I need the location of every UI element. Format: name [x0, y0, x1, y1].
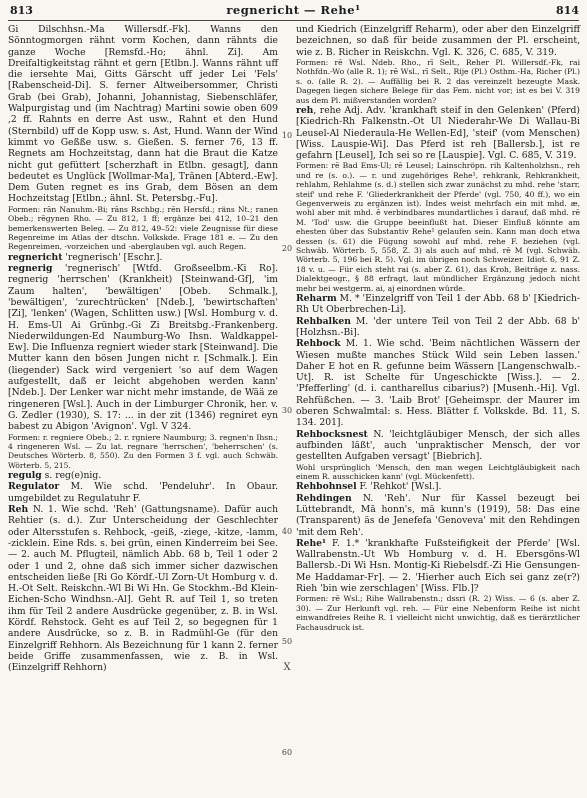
headword: Rehbock — [296, 338, 341, 350]
line-number-10: 10 — [281, 131, 293, 140]
entry-rehbohnsel — [296, 481, 580, 492]
running-head: regnericht — Rehe¹ — [226, 3, 361, 17]
headword: Rehbalken — [296, 315, 351, 327]
headword: Rehdingen — [296, 492, 352, 504]
entry-reharm — [296, 293, 580, 316]
entry-reh-adj — [296, 105, 580, 161]
note: Wohl ursprünglich 'Mensch, den man wegen Leichtgläubigkeit nach einem R. ausschicken kann' (vgl. Mückenfett). — [296, 462, 580, 481]
headword: Rehbocksnest — [296, 428, 368, 440]
forms-note: Formen: r. regniere Obeb.; 2. r. rgniere Naumburg; 3. regnen'n Ihsn.; 4 ringeneren Wsl. — Zu lat. regnare 'herrschen', 'beherrschen' (s. Deutsches Wörterb. 8, 550). Zu den Formen 3 f. vgl. auch Schwäb. Wörterb. 5, 215. — [8, 432, 278, 470]
line-number-40: 40 — [281, 527, 293, 536]
headword: regnericht — [8, 251, 63, 263]
definition: M. 'der untere Teil von Teil 2 der Abb. 68 b' [Holzhsn.-Bi]. — [296, 315, 580, 338]
definition: F. 'Rehkot' [Wsl.]. — [356, 481, 442, 493]
entry-rehbalken — [296, 316, 580, 339]
headword: Reharm — [296, 293, 337, 305]
definition: M. 1. Wie schd. 'Beim nächtlichen Wässern der Wiesen mußte manches Stück Wild sein Leben lassen.' Daher E hot en R. gefunne beim Wässern [Langenschwalb.-Ut]. R. ist Schelte für Ungeschickte [Wiss.]. — 2. 'Pfefferling' (d. i. cantharellus cibarius?) [Musenh.-Hi]. Vgl. Rehfüßchen. — 3. 'Laib Brot' [Geheimspr. der Maurer im oberen Schwalmtal: s. Hess. Blätter f. Volkskde. Bd. 11, S. 134. 201]. — [296, 338, 580, 429]
forms-note: Formen: rē Wsl. Ndeb. Rho., rī Selt., Reher Pl. Willersdf.-Fk, rai Nothfdn.-Wo (alle R. 1); rē Wsl., rī Selt., Rije (Pl.) Osthm.-Ha, Richer (Pl.) s. o. (alle R. 2). — Auffällig bei R. 2 das vereinzelt bezeugte Mask. Dagegen liegen sichere Belege für das Fem. nicht vor; ist es bei V. 319 aus dem Pl. mißverstanden worden? — [296, 57, 580, 105]
entry-regnericht — [8, 252, 278, 263]
forms-note: Formen: rān Nanuhm.-Bi; rāns Rschbg.; rēn Hersfd.; räns Nt.; ranen Obeb.; rēgynen Rho. — Zu 812, 1 ff; ergänze bei 412, 10–21 den bemerkenswerten Beleg. — Zu 812, 49–52: viele Zeugnisse für diese Regenreime im Atlas der dtschn. Volkskde. Frage 181 e. — Zu den Regenreimen, -vorzeichen und -aberglauben vgl. auch Regen. — [8, 204, 278, 252]
headword: regnerig — [8, 263, 53, 275]
forms-note: Formen: rē Bad Ems-Ul; rē Leusel; Lainschröpn. rih Kaltenholzhsn., reh und re (s. o.). — r. und zugehöriges Rehe¹, rehkrank, Rehkrankheit, rehlahm, Rehlahme (s. d.) stellen sich zwar zunächst zu mhd. rehe 'starr, steif' und rehe F. 'Gliederkrankheit der Pferde' (vgl. 750, 40 ff.), wo ein Gegenverweis zu ergänzen ist). Indes weist mehrfach ein mit mhd. æ, wohl aber mit mhd. ē verbindbares mundartliches ī darauf, daß mhd. rē M. 'Tod' usw. die Gruppe beeinflußt hat. Dieser Einfluß könnte am ehesten über das Substantiv Rehe¹ gelaufen sein. Kann man doch etwa dessen (s. 61) die Fügung sowohl auf mhd. rehe F. beziehen (vgl. Schwäb. Wörterb. 5, 558, Z. 3) als auch auf mhd. rē M (vgl. Schwäb. Wörterb. 5, 196 bei R. 5). Vgl. im übrigen noch Schweizer. Idiot. 6, 91 Z. 18 v. u. — Für eich steht rai (s. aber Z. 61), das Kroh, Beiträge z. nass. Dialektgeogr., § 88 erfragt, laut mündlicher Ergänzung jedoch nicht mehr bei westgerm. ai, aj einordnen würde. — [296, 161, 580, 293]
entry-rehdingen — [296, 493, 580, 538]
definition: N. 'Reh'. Nur für Kassel bezeugt bei Lüttebrandt, Mā honn's, mā kunn's (1919), 58: Das eine (Transparent) äs de Jenefefa 'Genoveva' mit den Rehdingen 'mit dem Reh'. — [296, 492, 580, 538]
line-number-30: 30 — [281, 406, 293, 415]
headword: Rehe¹ — [296, 537, 327, 549]
entry-text: und Kiedrich (Einzelgriff Reharm), oder aber den Einzelgriff bezeichnen, so daß für beide zusammen der Pl. erscheint, wie z. B. Richer in Reiskchn. Vgl. K. 326, C. 685, V. 319. — [296, 24, 580, 58]
entry-rehbocksnest — [296, 429, 580, 463]
page-number-right: 814 — [556, 4, 579, 17]
line-number-60: 60 — [281, 748, 293, 757]
line-number-50: 50 — [281, 637, 293, 646]
headword: regulg — [8, 470, 42, 482]
definition: M. * 'Einzelgriff von Teil 1 der Abb. 68 b' [Kiedrich-Rh Ut Oberbrechen-Li]. — [296, 293, 580, 316]
headword: Rehbohnsel — [296, 481, 357, 493]
entry-reh — [8, 504, 278, 673]
definition: M. Wie schd. 'Pendeluhr'. In Obaur. umgebildet zu Regulatuhr F. — [8, 481, 278, 504]
forms-note: Formen: rē Wsl.; Rihe Wallrabenstn.; dssri (R. 2) Wiss. — 6 (s. aber Z. 30). — Zur Herkunft vgl. reh. — Für eine Nebenform Reihe ist nicht einwandfreies Reihe R. 1 vielleicht nicht unwichtig, daß es tierärztlicher Fachausdruck ist. — [296, 594, 580, 632]
entry-rehe — [296, 538, 580, 594]
entry-regnerig — [8, 263, 278, 432]
entry-text: Gi Dilschhsn.-Ma Willersdf.-Fk]. Wanns den Sönntogmorgen rähnt vorm Kochen, dann rähnts die ganze Woche [Remsfd.-Ho; ähnl. Zi]. Am Dreifaltigkeitstag rähnt et gern [Etlbn.]. Wanns rähnt uff die iersehte Mai, Gitts Gärscht uff jeder Lei 'Fels' [Rabenscheid-Di]. S. ferner Altweibersommer, Christi Grab (bei Grab), Johanni, Johannistag, Siebenschläfer, Walpurgistag und (im Nachtrag) Martini sowie oben 609 ,2 ff. Rahnts en derre Ast usw., Rahnt et den Hund (Sternbild) uff de Kopp usw. s. Ast, Hund. Wann der Wind kimmt vo Geßße usw. s. Gießen. S. ferner 76, 13 ff. Regnets am Hochzeitstag, dann hat die Braut die Katze nicht gut gefüttert [scherzhaft in Etlbn. gesagt], dann bedeutet es Unglück [Wollmar-Ma], Tränen [Abterd.-Ew]. Dem Guten regnet es ins Grab, dem Bösen an dem Hochzeitstag [Etlbn.; ähnl. St. Petersbg.-Fu]. — [8, 24, 278, 205]
headword: reh — [296, 104, 314, 116]
header-rule — [8, 20, 579, 21]
definition: s. reg(e)nig. — [41, 470, 102, 482]
headword: Reh — [8, 504, 29, 516]
page-number-left: 813 — [10, 4, 33, 17]
definition: , rehe Adj. Adv. 'krankhaft steif in den Gelenken' (Pferd) [Kiedrich-Rh Falkenstn.-Ot Ul Niederahr-We Di Wallau-Bi Leusel-Al Niederaula-He Wellen-Ed], 'steif' (vom Menschen) [Wiss. Lauspie-Wi]. Das Pferd ist reh [Ballersb.], ist re gefahrn [Leusel], Ich sei so re [Lauspie]. Vgl. C. 685, V. 319. — [296, 104, 580, 162]
headword: Regulator — [8, 481, 60, 493]
definition: F. 1.* 'krankhafte Fußsteifigkeit der Pferde' [Wsl. Wallrabenstn.-Ut Wb Homburg v. d. H. Ebersgöns-Wl Ballersb.-Di Wi Hsn. Montig-Ki Riebelsdf.-Zi Hie Gensungen-Me Haddamar-Fr]. — 2. 'Hierher auch Eich sei ganz ze(r?) Rieh 'bin wie zerschlagen' [Wiss. Flb.]? — [296, 537, 580, 595]
margin-marker: X — [283, 662, 291, 673]
left-column — [8, 24, 278, 674]
definition: N. 1. Wie schd. 'Reh' (Gattungsname). Dafür auch Rehtier (s. d.). Zur Unterscheidung der Geschlechter oder Altersstufen s. Rehbock, -geiß, -ziege, -kitze, -lamm, -zicklein. Eine Rds. s. bei grün, einen Kinderreim bei See. — 2. auch M. Pflugteil, nämlich Abb. 68 b, Teil 1 oder 2 oder 1 und 2, ohne daß sich immer sicher dazwischen entscheiden ließe [Ri Go Kördf.-Ul Zorn-Ut Homburg v. d. H.-Ot Selt. Reiskchn.-Wl Bi Wi Hn. Ge Stockhm.-Bd Klein-Eichen-Scho Windhsn.-Al]. Geht R. auf Teil 1, so treten ihm für Teil 2 andere Ausdrücke gegenüber, z. B. in Wsl. Kördf. Rehstock. Geht es auf Teil 2, so begegnen für 1 andere Ausdrücke, so z. B. in Radmühl-Ge (für den Einzelgriff Rehhorn. Als Bezeichnung für 1 kann 2. ferner beide Griffe zusammenfassen, wie z. B. in Wsl. (Einzelgriff Rehhorn) — [8, 504, 278, 674]
line-number-20: 20 — [281, 244, 293, 253]
entry-rehbock — [296, 338, 580, 428]
definition: 'regnerisch' [Eschr.]. — [62, 251, 163, 263]
entry-regulator — [8, 481, 278, 504]
definition: 'regnerisch' [Wtfd. Großseelbm.-Ki Ro]. regnerig 'herrschen' (Krankheit) [Steinwand-Gf], 'im Zaum halten', 'bewältigen' [Obeb. Schmalk.], 'bewältigen', 'zurechtrücken' [Ndeb.], 'bewirtschaften' [Zi], 'lenken' (Wagen, Schlitten usw.) [Wsl. Homburg v. d. H. Ems-Ul Ai Grünbg.-Gi Zi Breitsbg.-Frankenberg. Niederwildungen-Ed Naumburg-Wo Ihsn. Waldkappel-Ew]. Die Influenza regniert wieder stark [Steinwand]. Die Mutter kann den bösen Jungen nicht r. [Schmalk.]. Ein (liegender) Sack wird vergeniert 'so auf dem Wagen aufgestellt, daß er leicht abgehoben werden kann' [Ndeb.]. Der Lenker war nicht mehr imstande, de Wää ze ringeneren [Wsl.]. Auch in der Limburger Chronik, her. v. G. Zedler (1930), S. 17: ... in der zit (1346) regniret eyn babest zu Abigon 'Avignon'. Vgl. V 324. — [8, 263, 278, 433]
definition: N. 'leichtgläubiger Mensch, der sich alles aufbinden läßt', auch 'unpraktischer Mensch, der vor gestellten Aufgaben versagt' [Biebrich]. — [296, 428, 580, 463]
entry-regulg — [8, 470, 278, 481]
right-column — [296, 24, 580, 632]
